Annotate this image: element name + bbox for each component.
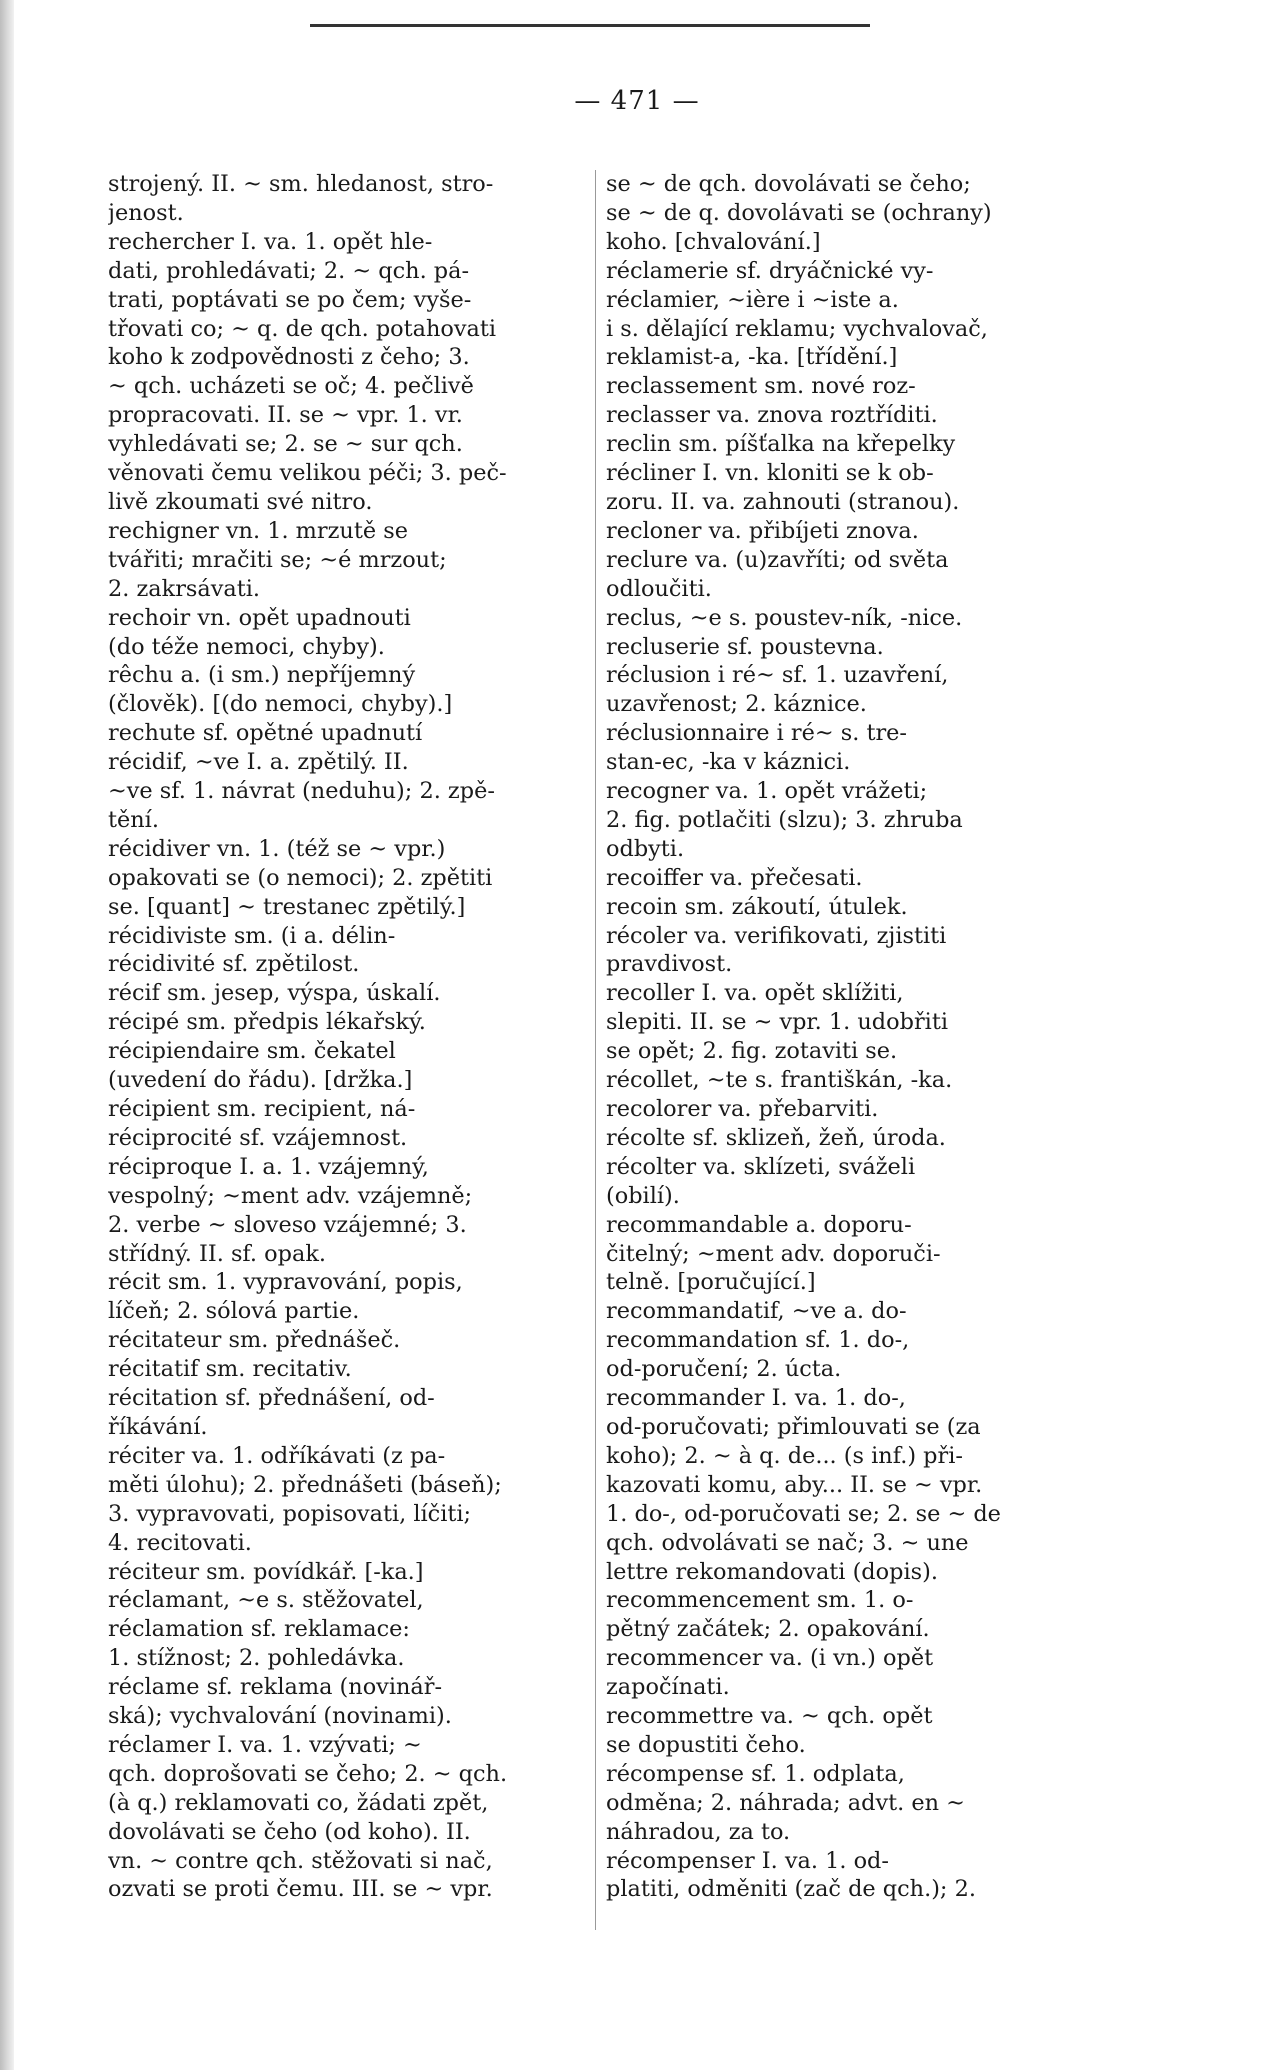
dictionary-line: réclamation sf. reklamace: xyxy=(108,1616,410,1643)
dictionary-line: čitelný; ~ment adv. doporuči- xyxy=(606,1240,941,1267)
dictionary-line: récliner I. vn. kloniti se k ob- xyxy=(606,460,934,487)
dictionary-line: livě zkoumati své nitro. xyxy=(108,488,373,515)
dictionary-line: 4. recitovati. xyxy=(108,1529,252,1556)
dictionary-line: 3. vypravovati, popisovati, líčiti; xyxy=(108,1500,472,1527)
dictionary-line: koho); 2. ~ à q. de... (s inf.) při- xyxy=(606,1442,963,1469)
dictionary-line: reclasser va. znova roztříditi. xyxy=(606,402,938,429)
dictionary-line: recommencement sm. 1. o- xyxy=(606,1587,914,1614)
dictionary-line: récolte sf. sklizeň, žeň, úroda. xyxy=(606,1124,946,1151)
dictionary-line: náhradou, za to. xyxy=(606,1818,791,1845)
page-number: — 471 — xyxy=(574,86,700,116)
dictionary-line: recommandable a. doporu- xyxy=(606,1211,912,1238)
dictionary-line: 2. zakrsávati. xyxy=(108,575,261,602)
dictionary-line: koho k zodpovědnosti z čeho; 3. xyxy=(108,344,470,371)
dictionary-line: rechute sf. opětné upadnutí xyxy=(108,720,423,747)
dictionary-line: dovolávati se čeho (od koho). II. xyxy=(108,1818,471,1845)
dictionary-line: recommandation sf. 1. do-, xyxy=(606,1327,910,1354)
dictionary-line: récitateur sm. přednášeč. xyxy=(108,1327,401,1354)
dictionary-line: započínati. xyxy=(606,1674,730,1701)
dictionary-line: koho. [chvalování.] xyxy=(606,228,821,255)
right-column xyxy=(606,170,1106,1904)
dictionary-line: (člověk). [(do nemoci, chyby).] xyxy=(108,691,453,718)
dictionary-line: se dopustiti čeho. xyxy=(606,1731,806,1758)
dictionary-line: odloučiti. xyxy=(606,575,712,602)
dictionary-line: odbyti. xyxy=(606,835,685,862)
dictionary-line: réciproque I. a. 1. vzájemný, xyxy=(108,1153,429,1180)
dictionary-line: opakovati se (o nemoci); 2. zpětiti xyxy=(108,864,493,891)
dictionary-line: odměna; 2. náhrada; advt. en ~ xyxy=(606,1789,965,1816)
dictionary-line: 2. fig. potlačiti (slzu); 3. zhruba xyxy=(606,806,963,833)
dictionary-line: recluserie sf. poustevna. xyxy=(606,633,884,660)
dictionary-line: réciter va. 1. odříkávati (z pa- xyxy=(108,1442,446,1469)
dictionary-line: recogner va. 1. opět vrážeti; xyxy=(606,778,928,805)
dictionary-line: ~ve sf. 1. návrat (neduhu); 2. zpě- xyxy=(108,778,495,805)
dictionary-line: od-poručení; 2. úcta. xyxy=(606,1356,842,1383)
dictionary-line: 2. verbe ~ sloveso vzájemné; 3. xyxy=(108,1211,467,1238)
dictionary-line: récipé sm. předpis lékařský. xyxy=(108,1009,426,1036)
dictionary-line: ~ qch. ucházeti se oč; 4. pečlivě xyxy=(108,373,474,400)
dictionary-line: měti úlohu); 2. přednášeti (báseň); xyxy=(108,1471,502,1498)
dictionary-line: recolorer va. přebarviti. xyxy=(606,1096,879,1122)
dictionary-line: lettre rekomandovati (dopis). xyxy=(606,1558,938,1585)
dictionary-line: propracovati. II. se ~ vpr. 1. vr. xyxy=(108,402,463,429)
dictionary-line: recoller I. va. opět sklížiti, xyxy=(606,980,904,1007)
dictionary-line: rêchu a. (i sm.) nepříjemný xyxy=(108,662,416,689)
dictionary-line: vyhledávati se; 2. se ~ sur qch. xyxy=(108,431,463,458)
dictionary-line: pětný začátek; 2. opakování. xyxy=(606,1616,930,1643)
dictionary-line: stan-ec, -ka v káznici. xyxy=(606,749,851,776)
dictionary-line: tění. xyxy=(108,806,159,833)
dictionary-line: récipiendaire sm. čekatel xyxy=(108,1038,396,1065)
dictionary-line: tvářiti; mračiti se; ~é mrzout; xyxy=(108,546,447,573)
dictionary-line: i s. dělající reklamu; vychvalovač, xyxy=(606,315,988,342)
dictionary-line: recommandatif, ~ve a. do- xyxy=(606,1298,907,1325)
dictionary-line: récif sm. jesep, výspa, úskalí. xyxy=(108,980,441,1007)
dictionary-line: ozvati se proti čemu. III. se ~ vpr. xyxy=(108,1876,493,1903)
dictionary-line: recommettre va. ~ qch. opět xyxy=(606,1703,933,1730)
dictionary-line: od-poručovati; přimlouvati se (za xyxy=(606,1413,981,1440)
dictionary-line: trati, poptávati se po čem; vyše- xyxy=(108,286,472,313)
dictionary-line: récidiviste sm. (i a. délin- xyxy=(108,922,396,949)
dictionary-line: dati, prohledávati; 2. ~ qch. pá- xyxy=(108,257,470,284)
dictionary-line: ská); vychvalování (novinami). xyxy=(108,1703,452,1730)
dictionary-line: recommander I. va. 1. do-, xyxy=(606,1385,906,1412)
dictionary-line: recommencer va. (i vn.) opět xyxy=(606,1645,934,1672)
dictionary-line: recoiffer va. přečesati. xyxy=(606,864,863,891)
dictionary-line: reclus, ~e s. poustev-ník, -nice. xyxy=(606,604,963,631)
dictionary-line: platiti, odměniti (zač de qch.); 2. xyxy=(606,1876,976,1903)
column-divider xyxy=(595,170,596,1930)
dictionary-line: zoru. II. va. zahnouti (stranou). xyxy=(606,488,960,515)
dictionary-line: se ~ de qch. dovolávati se čeho; xyxy=(606,171,971,197)
dictionary-line: (obilí). xyxy=(606,1182,680,1209)
dictionary-line: récompenser I. va. 1. od- xyxy=(606,1847,889,1874)
dictionary-line: récipient sm. recipient, ná- xyxy=(108,1096,416,1122)
dictionary-line: (uvedení do řádu). [držka.] xyxy=(108,1067,413,1094)
dictionary-line: qch. odvolávati se nač; 3. ~ une xyxy=(606,1529,969,1556)
dictionary-line: třovati co; ~ q. de qch. potahovati xyxy=(108,315,497,342)
scan-edge xyxy=(0,0,14,2070)
dictionary-line: récidif, ~ve I. a. zpětilý. II. xyxy=(108,749,409,776)
dictionary-line: recloner va. přibíjeti znova. xyxy=(606,517,919,544)
dictionary-line: réclamier, ~ière i ~iste a. xyxy=(606,286,899,313)
dictionary-line: říkávání. xyxy=(108,1413,208,1440)
dictionary-line: strojený. II. ~ sm. hledanost, stro- xyxy=(108,171,494,197)
dictionary-line: rechigner vn. 1. mrzutě se xyxy=(108,517,408,544)
dictionary-line: réclamer I. va. 1. vzývati; ~ xyxy=(108,1731,422,1758)
dictionary-line: uzavřenost; 2. káznice. xyxy=(606,691,867,718)
dictionary-line: rechercher I. va. 1. opět hle- xyxy=(108,228,433,255)
dictionary-line: 1. do-, od-poručovati se; 2. se ~ de xyxy=(606,1500,1001,1527)
dictionary-line: réclamerie sf. dryáčnické vy- xyxy=(606,257,934,284)
left-column xyxy=(108,170,608,1904)
dictionary-line: récidivité sf. zpětilost. xyxy=(108,951,360,978)
dictionary-line: věnovati čemu velikou péči; 3. peč- xyxy=(108,460,507,487)
dictionary-line: (do téže nemoci, chyby). xyxy=(108,633,385,660)
dictionary-line: réclamant, ~e s. stěžovatel, xyxy=(108,1587,424,1614)
dictionary-line: (à q.) reklamovati co, žádati zpět, xyxy=(108,1789,489,1816)
dictionary-line: vespolný; ~ment adv. vzájemně; xyxy=(108,1182,473,1209)
dictionary-line: recoin sm. zákoutí, útulek. xyxy=(606,893,908,920)
dictionary-line: récollet, ~te s. františkán, -ka. xyxy=(606,1067,953,1094)
dictionary-line: jenost. xyxy=(108,199,184,226)
dictionary-line: se ~ de q. dovolávati se (ochrany) xyxy=(606,199,992,226)
dictionary-line: récolter va. sklízeti, sváželi xyxy=(606,1153,916,1180)
dictionary-line: reclure va. (u)zavříti; od světa xyxy=(606,546,949,573)
dictionary-line: récompense sf. 1. odplata, xyxy=(606,1760,905,1787)
dictionary-line: réclusionnaire i ré~ s. tre- xyxy=(606,720,907,747)
dictionary-line: telně. [poručující.] xyxy=(606,1269,816,1296)
dictionary-line: récidiver vn. 1. (též se ~ vpr.) xyxy=(108,835,446,862)
dictionary-line: pravdivost. xyxy=(606,951,733,978)
dictionary-line: líčeň; 2. sólová partie. xyxy=(108,1298,360,1325)
dictionary-line: réciteur sm. povídkář. [-ka.] xyxy=(108,1558,424,1585)
dictionary-line: reklamist-a, -ka. [třídění.] xyxy=(606,344,898,371)
dictionary-line: récit sm. 1. vypravování, popis, xyxy=(108,1269,463,1296)
dictionary-line: reclassement sm. nové roz- xyxy=(606,373,916,400)
dictionary-line: vn. ~ contre qch. stěžovati si nač, xyxy=(108,1847,493,1874)
dictionary-line: réciprocité sf. vzájemnost. xyxy=(108,1124,408,1151)
dictionary-line: 1. stížnost; 2. pohledávka. xyxy=(108,1645,405,1672)
dictionary-line: se opět; 2. fig. zotaviti se. xyxy=(606,1038,898,1065)
dictionary-line: se. [quant] ~ trestanec zpětilý.] xyxy=(108,893,466,920)
dictionary-line: qch. doprošovati se čeho; 2. ~ qch. xyxy=(108,1760,508,1787)
dictionary-line: réclusion i ré~ sf. 1. uzavření, xyxy=(606,662,949,689)
dictionary-line: récitatif sm. recitativ. xyxy=(108,1356,352,1383)
dictionary-line: střídný. II. sf. opak. xyxy=(108,1240,327,1267)
dictionary-line: kazovati komu, aby... II. se ~ vpr. xyxy=(606,1471,983,1498)
dictionary-line: rechoir vn. opět upadnouti xyxy=(108,604,411,631)
dictionary-line: slepiti. II. se ~ vpr. 1. udobřiti xyxy=(606,1009,948,1036)
dictionary-line: récitation sf. přednášení, od- xyxy=(108,1385,435,1412)
top-rule xyxy=(310,24,870,27)
dictionary-line: récoler va. verifikovati, zjistiti xyxy=(606,922,947,949)
dictionary-line: reclin sm. píšťalka na křepelky xyxy=(606,431,956,458)
dictionary-line: réclame sf. reklama (novinář- xyxy=(108,1674,443,1701)
